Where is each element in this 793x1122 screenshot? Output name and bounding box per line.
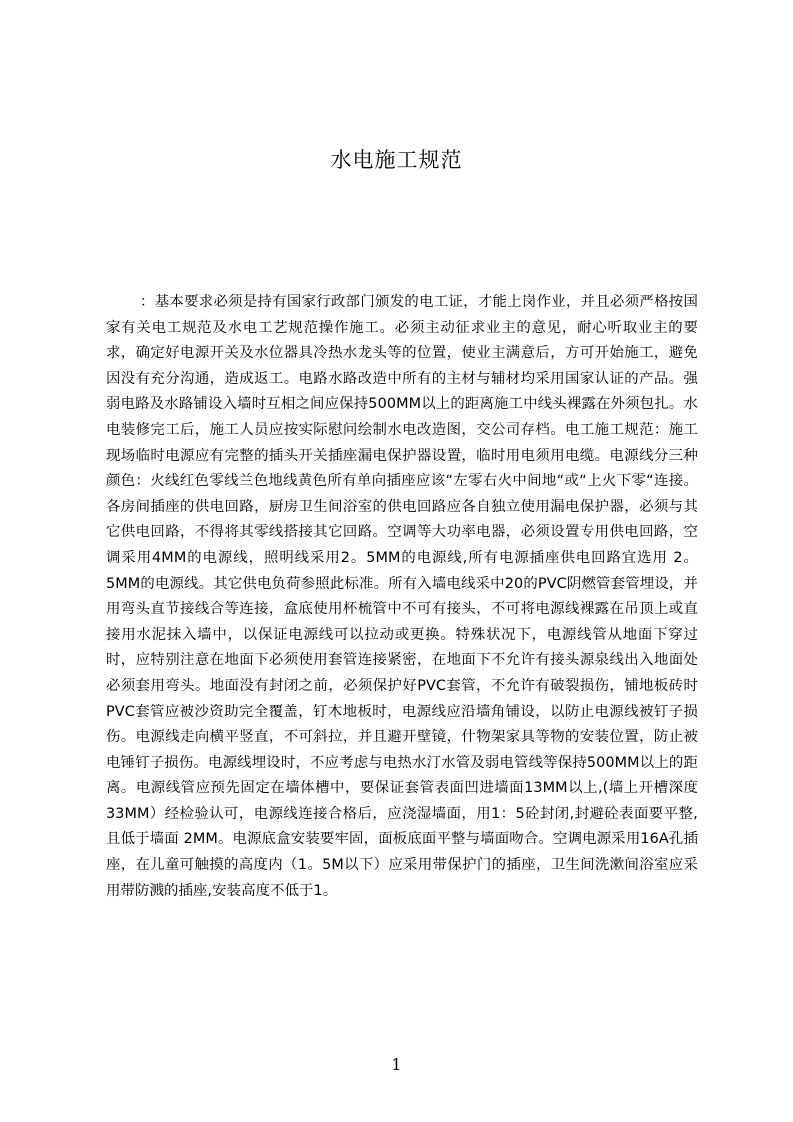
page-number: 1 bbox=[391, 1055, 402, 1074]
body-container bbox=[106, 290, 698, 904]
document-title: 水电施工规范 bbox=[330, 148, 463, 172]
body-paragraph: ：基本要求必须是持有国家行政部门颁发的电工证，才能上岗作业，并且必须严格按国家有关电工规范及水电工艺规范操作施工。必须主动征求业主的意见，耐心听取业主的要求，确定好电源开关及水位器具冷热水龙头等的位置，使业主满意后，方可开始施工，避免因没有充分沟通，造成返工。电路水路改造中所有的主材与辅材均采用国家认证的产品。强弱电路及水路铺设入墙时互相之间应保持500MM以上的距离施工中线头裸露在外须包扎。水电装修完工后，施工人员应按实际慰问绘制水电改造图，交公司存档。电工施工规范：施工现场临时电源应有完整的插头开关插座漏电保护器设置，临时用电须用电缆。电源线分三种颜色：火线红色零线兰色地线黄色所有单向插座应该“左零右火中间地“或“上火下零“连接。各房间插座的供电回路，厨房卫生间浴室的供电回路应各自独立使用漏电保护器，必须与其它供电回路，不得将其零线搭接其它回路。空调等大功率电器，必须设置专用供电回路，空调采用4MM的电源线，照明线采用2。5MM的电源线,所有电源插座供电回路宜选用 2。5MM的电源线。其它供电负荷参照此标准。所有入墙电线采中20的PVC阴燃管套管埋设，并用弯头直节接线合等连接，盒底使用杯梳管中不可有接头，不可将电源线裸露在吊顶上或直接用水泥抹入墙中，以保证电源线可以拉动或更换。特殊状况下，电源线管从地面下穿过时，应特别注意在地面下必须使用套管连接紧密，在地面下不允许有接头源泉线出入地面处必须套用弯头。地面没有封闭之前，必须保护好PVC套管，不允许有破裂损伤，铺地板砖时PVC套管应被沙资助完全覆盖，钉木地板时，电源线应沿墙角铺设，以防止电源线被钉子损伤。电源线走向横平竖直，不可斜拉，并且避开壁镜，什物架家具等物的安装位置，防止被电锤钉子损伤。电源线埋设时，不应考虑与电热水汀水管及弱电管线等保持500MM以上的距离。电源线管应预先固定在墙体槽中，要保证套管表面凹进墙面13MM以上,(墙上开槽深度 33MM）经检验认可，电源线连接合格后，应浇湿墙面，用1：5砼封闭,封避砼表面要平整,且低于墙面 2MM。电源底盒安装要牢固，面板底面平整与墙面吻合。空调电源采用16A孔插座，在儿童可触摸的高度内（1。5M以下）应采用带保护门的插座，卫生间洗漱间浴室应采用带防溅的插座,安装高度不低于1。 bbox=[106, 294, 698, 899]
